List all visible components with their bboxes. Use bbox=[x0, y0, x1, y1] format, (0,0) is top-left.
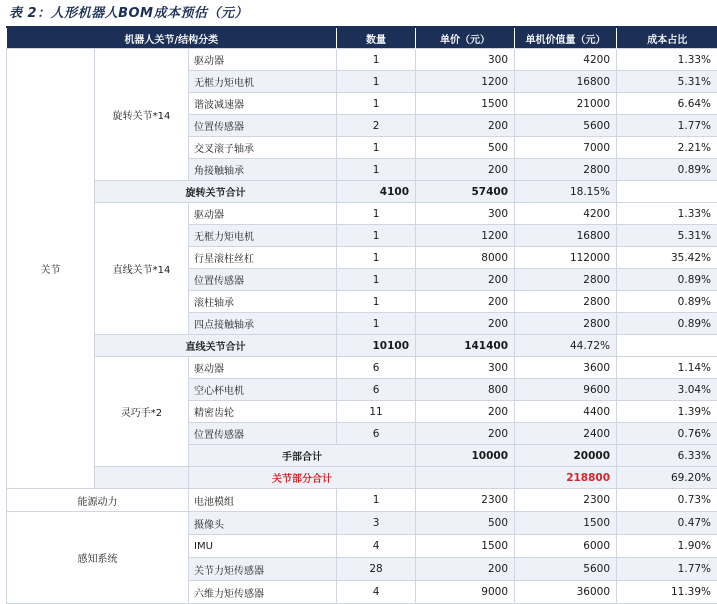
subtotal-pct: 18.15% bbox=[515, 181, 617, 203]
item-name: 交叉滚子轴承 bbox=[189, 137, 337, 159]
item-pct: 1.77% bbox=[617, 558, 717, 581]
item-qty: 4 bbox=[337, 581, 416, 604]
item-name: 无框力矩电机 bbox=[189, 71, 337, 93]
subtotal-row bbox=[7, 181, 717, 203]
item-pct: 3.04% bbox=[617, 379, 717, 401]
item-qty: 2 bbox=[337, 115, 416, 137]
subtotal-label: 手部合计 bbox=[189, 445, 416, 467]
item-qty: 11 bbox=[337, 401, 416, 423]
item-value: 4200 bbox=[515, 49, 617, 71]
item-value: 9600 bbox=[515, 379, 617, 401]
item-value: 16800 bbox=[515, 71, 617, 93]
item-value: 3600 bbox=[515, 357, 617, 379]
item-pct: 35.42% bbox=[617, 247, 717, 269]
item-value: 7000 bbox=[515, 137, 617, 159]
item-pct: 1.90% bbox=[617, 535, 717, 558]
item-pct: 1.33% bbox=[617, 203, 717, 225]
item-name: 位置传感器 bbox=[189, 269, 337, 291]
item-name: 驱动器 bbox=[189, 357, 337, 379]
item-price: 200 bbox=[416, 423, 515, 445]
item-value: 2800 bbox=[515, 291, 617, 313]
item-name: 六维力矩传感器 bbox=[189, 581, 337, 604]
item-qty: 28 bbox=[337, 558, 416, 581]
item-name: 谐波减速器 bbox=[189, 93, 337, 115]
item-price: 2300 bbox=[416, 489, 515, 512]
bom-cost-table bbox=[6, 28, 717, 604]
item-price: 200 bbox=[416, 558, 515, 581]
item-pct: 6.64% bbox=[617, 93, 717, 115]
item-price: 1200 bbox=[416, 225, 515, 247]
item-qty: 1 bbox=[337, 49, 416, 71]
item-qty: 1 bbox=[337, 313, 416, 335]
item-name: 滚柱轴承 bbox=[189, 291, 337, 313]
item-price: 8000 bbox=[416, 247, 515, 269]
item-name: 无框力矩电机 bbox=[189, 225, 337, 247]
item-price: 1500 bbox=[416, 535, 515, 558]
item-pct: 5.31% bbox=[617, 71, 717, 93]
item-price: 300 bbox=[416, 203, 515, 225]
item-pct: 0.73% bbox=[617, 489, 717, 512]
item-value: 2800 bbox=[515, 269, 617, 291]
subtotal-price: 4100 bbox=[337, 181, 416, 203]
item-pct: 1.14% bbox=[617, 357, 717, 379]
item-pct: 0.89% bbox=[617, 159, 717, 181]
item-name: 驱动器 bbox=[189, 49, 337, 71]
subtotal-price: 10000 bbox=[416, 445, 515, 467]
subtotal-price: 10100 bbox=[337, 335, 416, 357]
blank-cell bbox=[95, 467, 189, 489]
item-price: 200 bbox=[416, 115, 515, 137]
item-pct: 1.33% bbox=[617, 49, 717, 71]
item-value: 2300 bbox=[515, 489, 617, 512]
item-price: 500 bbox=[416, 137, 515, 159]
item-name: 行星滚柱丝杠 bbox=[189, 247, 337, 269]
item-value: 4200 bbox=[515, 203, 617, 225]
item-price: 1200 bbox=[416, 71, 515, 93]
joint-total-value: 218800 bbox=[515, 467, 617, 489]
item-pct: 11.39% bbox=[617, 581, 717, 604]
table-row bbox=[7, 49, 717, 71]
item-value: 2800 bbox=[515, 159, 617, 181]
header-qty: 数量 bbox=[337, 28, 416, 49]
item-name: 角接触轴承 bbox=[189, 159, 337, 181]
joint-total-pct: 69.20% bbox=[617, 467, 717, 489]
item-price: 9000 bbox=[416, 581, 515, 604]
item-qty: 6 bbox=[337, 423, 416, 445]
item-name: 位置传感器 bbox=[189, 423, 337, 445]
item-qty: 6 bbox=[337, 379, 416, 401]
item-qty: 1 bbox=[337, 489, 416, 512]
header-row bbox=[7, 28, 717, 49]
header-category: 机器人关节/结构分类 bbox=[7, 28, 337, 49]
item-price: 200 bbox=[416, 313, 515, 335]
item-price: 500 bbox=[416, 512, 515, 535]
item-value: 16800 bbox=[515, 225, 617, 247]
subtotal-value: 20000 bbox=[515, 445, 617, 467]
subtotal-row bbox=[7, 335, 717, 357]
item-name: 驱动器 bbox=[189, 203, 337, 225]
item-value: 2800 bbox=[515, 313, 617, 335]
item-value: 36000 bbox=[515, 581, 617, 604]
item-pct: 1.77% bbox=[617, 115, 717, 137]
joint-total-row bbox=[7, 467, 717, 489]
item-qty: 6 bbox=[337, 357, 416, 379]
item-name: 关节力矩传感器 bbox=[189, 558, 337, 581]
item-name: 摄像头 bbox=[189, 512, 337, 535]
item-name: 四点接触轴承 bbox=[189, 313, 337, 335]
item-value: 112000 bbox=[515, 247, 617, 269]
group-joint: 关节 bbox=[7, 49, 95, 489]
group-power: 能源动力 bbox=[7, 489, 189, 512]
item-qty: 1 bbox=[337, 137, 416, 159]
table-title: 表 2：人形机器人BOM成本预估（元） bbox=[9, 4, 248, 24]
joint-total-price bbox=[416, 467, 515, 489]
item-value: 5600 bbox=[515, 115, 617, 137]
item-price: 200 bbox=[416, 291, 515, 313]
item-name: 精密齿轮 bbox=[189, 401, 337, 423]
item-pct: 0.89% bbox=[617, 269, 717, 291]
item-price: 1500 bbox=[416, 93, 515, 115]
item-price: 300 bbox=[416, 357, 515, 379]
item-price: 800 bbox=[416, 379, 515, 401]
item-qty: 1 bbox=[337, 71, 416, 93]
subtotal-label: 直线关节合计 bbox=[95, 335, 337, 357]
item-qty: 4 bbox=[337, 535, 416, 558]
item-qty: 1 bbox=[337, 291, 416, 313]
item-qty: 1 bbox=[337, 203, 416, 225]
item-name: 电池模组 bbox=[189, 489, 337, 512]
table-row bbox=[7, 357, 717, 379]
item-pct: 0.89% bbox=[617, 313, 717, 335]
header-cost-share: 成本占比 bbox=[617, 28, 717, 49]
header-per-unit-value: 单机价值量（元） bbox=[515, 28, 617, 49]
item-price: 300 bbox=[416, 49, 515, 71]
table-row bbox=[7, 512, 717, 535]
item-name: 空心杯电机 bbox=[189, 379, 337, 401]
item-name: IMU bbox=[189, 535, 337, 558]
item-price: 200 bbox=[416, 159, 515, 181]
subtotal-label: 旋转关节合计 bbox=[95, 181, 337, 203]
group-rotary-joint: 旋转关节*14 bbox=[95, 49, 189, 181]
table-row bbox=[7, 203, 717, 225]
item-pct: 0.76% bbox=[617, 423, 717, 445]
item-price: 200 bbox=[416, 269, 515, 291]
group-sensing: 感知系统 bbox=[7, 512, 189, 604]
item-qty: 1 bbox=[337, 269, 416, 291]
subtotal-pct: 6.33% bbox=[617, 445, 717, 467]
subtotal-pct: 44.72% bbox=[515, 335, 617, 357]
item-value: 4400 bbox=[515, 401, 617, 423]
item-pct: 0.89% bbox=[617, 291, 717, 313]
item-value: 21000 bbox=[515, 93, 617, 115]
subtotal-value: 141400 bbox=[416, 335, 515, 357]
item-name: 位置传感器 bbox=[189, 115, 337, 137]
item-value: 6000 bbox=[515, 535, 617, 558]
group-dexterous-hand: 灵巧手*2 bbox=[95, 357, 189, 467]
item-qty: 1 bbox=[337, 247, 416, 269]
item-price: 200 bbox=[416, 401, 515, 423]
item-value: 5600 bbox=[515, 558, 617, 581]
table-row bbox=[7, 489, 717, 512]
item-pct: 5.31% bbox=[617, 225, 717, 247]
item-pct: 2.21% bbox=[617, 137, 717, 159]
item-pct: 1.39% bbox=[617, 401, 717, 423]
item-value: 2400 bbox=[515, 423, 617, 445]
group-linear-joint: 直线关节*14 bbox=[95, 203, 189, 335]
item-value: 1500 bbox=[515, 512, 617, 535]
item-qty: 1 bbox=[337, 225, 416, 247]
item-qty: 1 bbox=[337, 93, 416, 115]
subtotal-value: 57400 bbox=[416, 181, 515, 203]
item-pct: 0.47% bbox=[617, 512, 717, 535]
item-qty: 3 bbox=[337, 512, 416, 535]
header-unit-price: 单价（元） bbox=[416, 28, 515, 49]
item-qty: 1 bbox=[337, 159, 416, 181]
joint-total-label: 关节部分合计 bbox=[189, 467, 416, 489]
